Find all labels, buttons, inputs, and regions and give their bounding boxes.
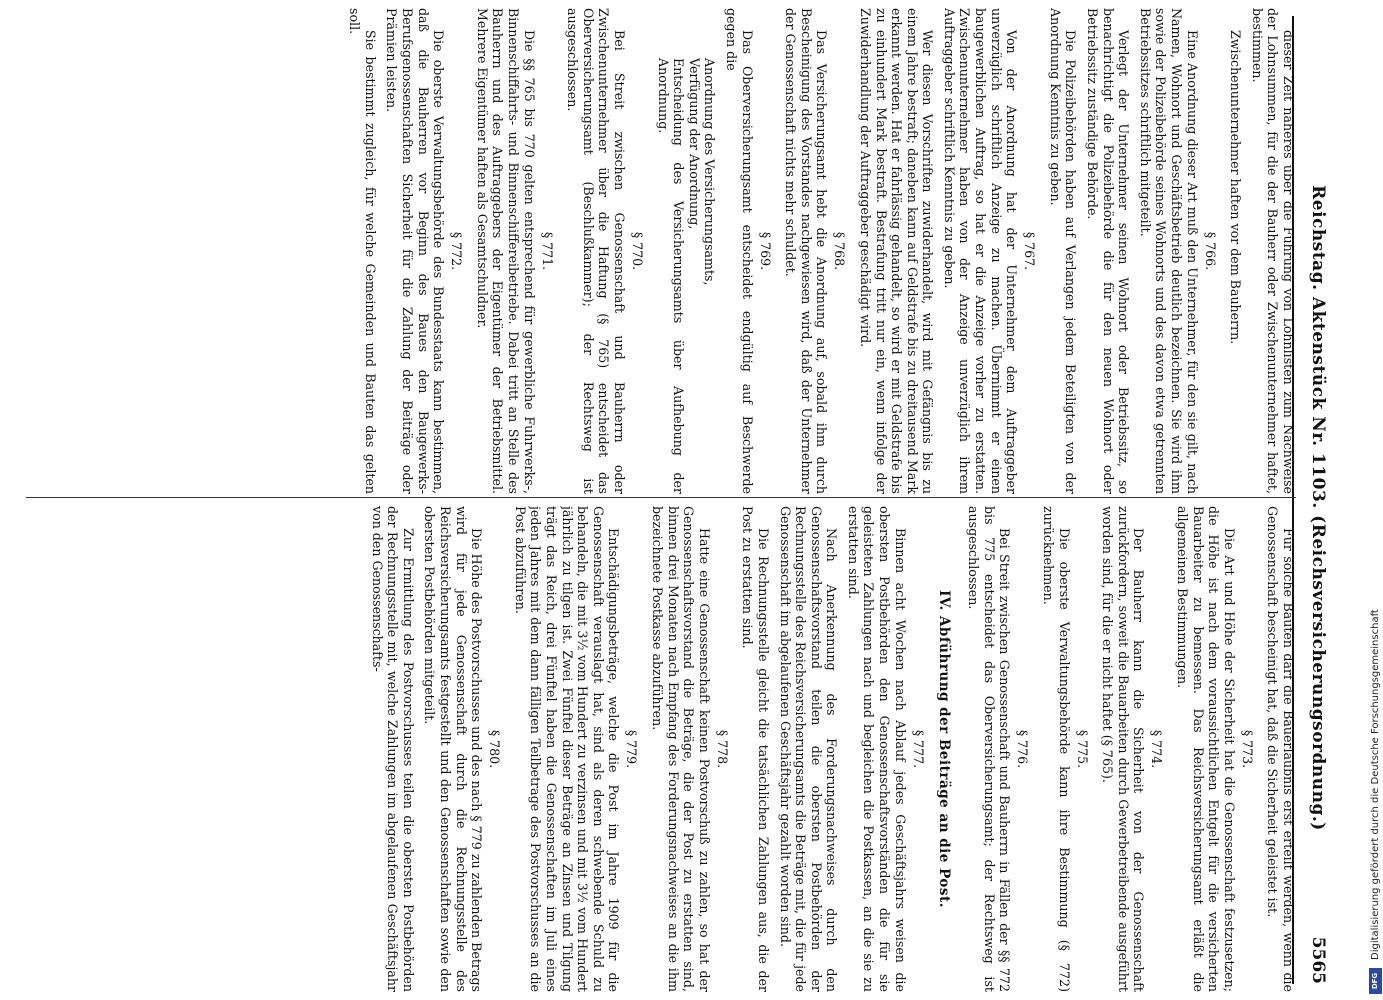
paragraph	[1084, 8, 1131, 494]
paragraph-text: Die Höhe des Postvorschusses und des nach § 779 zu zahlenden Betrags wird für jede Genossenschaft durch die Rechnungsstelle des Reichsversicherungsamts festgestellt und den Genossenschaften sowie den obersten Postbehörden mitgeteilt.	[422, 506, 485, 992]
paragraph	[857, 8, 935, 494]
paragraph-text: Wer diesen Vorschriften zuwiderhandelt, wird mit Gefängnis bis zu einem Jahre bestraft; daneben kann auf Geldstrafe bis zu dreitausend Mark erkannt werden. Hat er fahrlässig gehandelt, so wird er mit Geldstrafe bis zu einhundert Mark bestraft. Bestrafung tritt nur ein, wenn infolge der Zuwiderhandlung der Auftraggeber geschädigt wird.	[857, 8, 936, 494]
chapter-heading: IV. Abführung der Beiträge an die Post.	[935, 590, 952, 908]
paragraph	[777, 506, 839, 992]
paragraph	[565, 8, 627, 494]
paragraph-text: Eine Anordnung dieser Art muß den Unternehmer, für den sie gilt, nach Namen, Wohnort und Geschäftsbetrieb deutlich bezeichnen. Sie wird ihm sowie der Polizeibehörde seines Wohnorts und des davon etwa getrennten Betriebssitzes schriftlich mitgeteilt.	[1137, 8, 1200, 494]
paragraph-text: Die Polizeibehörden haben auf Verlangen jedem Beteiligten von der Anordnung Kenntnis zu geben.	[1047, 8, 1079, 494]
paragraph-text: Bei Streit zwischen Genossenschaft und Bauherrn in Fällen der §§ 772 bis 775 entscheidet das Oberversicherungsamt; der Rechtsweg ist ausgeschlossen.	[966, 506, 1013, 992]
paragraph-text: Sie bestimmt zugleich, für welche Gemeinden und Bauten das gelten soll.	[347, 8, 378, 494]
paragraph-text: Die oberste Verwaltungsbehörde des Bundesstaats kann bestimmen, daß die Bauherren vor Beginn des Baues den Baugewerks-Berufsgenossenschaften Sicherheit für die Zahlung der Beiträge oder Prämien leisten.	[384, 8, 447, 494]
section-number: § 777.	[910, 729, 926, 769]
page-header	[1302, 8, 1328, 992]
section-number: § 767.	[1022, 231, 1038, 271]
paragraph	[740, 506, 771, 992]
sidebar-credit	[1368, 0, 1383, 1000]
paragraph	[512, 506, 621, 992]
paragraph	[783, 8, 830, 494]
paragraph	[422, 506, 484, 992]
paragraph	[1174, 506, 1236, 992]
enumerated-item: Entscheidung des Versicherungsamts über Aufhebung der Anordnung.	[655, 58, 687, 494]
paragraph-text: Die Rechnungsstelle gleicht die tatsächlichen Zahlungen aus, die der Post zu erstatten sind.	[740, 506, 771, 992]
section-number: § 772.	[449, 231, 465, 271]
paragraph	[1100, 506, 1147, 992]
paragraph-text: Bei Streit zwischen Genossenschaft und Bauherrn oder Zwischenunternehmer über die Haftung (§ 765) entscheidet das Oberversicherungsamt (Beschlußkammer); der Rechtsweg ist ausgeschlossen.	[565, 8, 627, 494]
paragraph	[941, 8, 1019, 494]
paragraph-text: Zur Ermittlung des Postvorschusses teilen die obersten Postbehörden der Rechnungsstelle mit, welche Zahlungen im abgelaufenen Geschäftsjahr von den Genossenschafts-	[369, 506, 416, 992]
paragraph-text: Nach Anerkennung des Forderungsnachweises durch den Genossenschaftsvorstand teilen die obersten Postbehörden der Rechnungsstelle des Reichsversicherungsamts die Beträge mit, die für jede Genossenschaft im abgelaufenen Geschäftsjahr gezahlt worden sind.	[777, 506, 840, 992]
paragraph	[474, 8, 536, 494]
section-number: § 769.	[757, 231, 773, 271]
sidebar-credit-text: Digitalisierung gefördert durch die Deutsche Forschungsgemeinschaft	[1370, 609, 1381, 960]
paragraph	[384, 8, 446, 494]
paragraph	[1228, 8, 1244, 494]
paragraph-text: Hatte eine Genossenschaft keinen Postvorschuß zu zahlen, so hat der Genossenschaftsvorstand die Beträge, die der Post zu erstatten sind, binnen drei Monaten nach Empfang des Forderungsnachweises an die ihm bezeichnete Postkasse abzuführen.	[649, 506, 712, 992]
paragraph-text: Die oberste Verwaltungsbehörde kann ihre Bestimmung (§ 772) zurücknehmen.	[1041, 506, 1072, 992]
right-text-column	[26, 506, 1296, 992]
paragraph	[966, 506, 1013, 992]
section-number: § 774.	[1149, 729, 1165, 769]
section-number: § 779.	[624, 729, 640, 769]
paragraph	[1137, 8, 1199, 494]
paragraph	[1040, 506, 1071, 992]
dfg-logo	[1369, 968, 1382, 994]
section-number: § 766.	[1202, 231, 1218, 271]
paragraph-text: Zwischenunternehmer haften vor dem Bauherrn.	[1228, 30, 1244, 345]
enumerated-item: Verfügung der Anordnung,	[686, 58, 702, 230]
paragraph	[723, 8, 754, 494]
paragraph-text: Die §§ 765 bis 770 gelten entsprechend für gewerbliche Fuhrwerks-, Binnenschiffahrts- und Binnenschiffereibetriebe. Dabei tritt an Stelle des Bauherrn und des Auftraggebers der Eigentümer der Betriebsmittel. Mehrere Eigentümer haften als Gesamtschuldner.	[474, 8, 537, 494]
column-divider	[26, 497, 1296, 498]
section-number: § 768.	[832, 231, 848, 271]
enumerated-item: Anordnung des Versicherungsamts,	[702, 58, 718, 286]
dfg-logo-text: DFG	[1371, 972, 1380, 990]
enumerated-items	[655, 58, 717, 494]
paragraph-text: Entschädigungsbeträge, welche die Post im Jahre 1909 für die Genossenschaft verauslagt hat, sind als deren schwebende Schuld zu behandeln, die mit 3½ vom Hundert zu verzinsen und mit 3½ vom Hundert jährlich zu tilgen ist. Zwei Fünftel dieser Beträge an Zinsen und Tilgung trägt das Reich, drei Fünftel haben die Genossenschaften im Juli eines jeden Jahres mit dem dann fälligen Teilbetrage des Postvorschusses an die Post abzuführen.	[512, 506, 622, 992]
paragraph-text: Das Versicherungsamt hebt die Anordnung auf, sobald ihm durch Bescheinigung des Vorstandes nachgewiesen wird, daß der Unternehmer der Genossenschaft nichts mehr schuldet.	[783, 8, 830, 494]
paragraph	[1047, 8, 1078, 494]
paragraph-text: dieser Zeit näheres über die Führung von Lohnlisten zum Nachweise der Lohnsummen, für die der Bauherr oder Zwischenunternehmer haftet, bestimmen.	[1249, 8, 1296, 494]
paragraph	[1249, 8, 1296, 494]
header-title: Reichstag. Aktenstück Nr. 1103. (Reichsversicherungsordnung.)	[1308, 185, 1328, 831]
paragraph-text: Der Bauherr kann die Sicherheit von der Genossenschaft zurückfordern, soweit die Bauarbeiten durch Gewerbetreibende ausgeführt worden sind, für die er nicht haftet (§ 765).	[1100, 506, 1147, 992]
page-number: 5565	[1308, 936, 1328, 984]
paragraph-text: Binnen acht Wochen nach Ablauf jedes Geschäftsjahrs weisen die obersten Postbehörden den Genossenschaftsvorständen die für sie geleisteten Zahlungen nach und begleichen die Postkassen, an die sie zu erstatten sind.	[845, 506, 908, 992]
section-number: § 776.	[1015, 729, 1031, 769]
paragraph	[1265, 506, 1296, 992]
section-number: § 778.	[714, 729, 730, 769]
section-number: § 773.	[1239, 729, 1255, 769]
paragraph-text: Von der Anordnung hat der Unternehmer dem Auftraggeber unverzüglich schriftlich Anzeige zu machen. Übernimmt er einen baugewerblichen Auftrag, so hat er die Anzeige vorher zu erstatten. Zwischenunternehmer haben von der Anzeige unverzüglich ihrem Auftraggeber schriftlich Kenntnis zu geben.	[941, 8, 1020, 494]
section-number: § 775.	[1074, 729, 1090, 769]
paragraph	[649, 506, 711, 992]
section-number: § 770.	[630, 231, 645, 271]
paragraph	[369, 506, 416, 992]
paragraph-text: Verlegt der Unternehmer seinen Wohnort oder Betriebssitz, so benachrichtigt die Polizeibehörde die für den neuen Wohnort oder Betriebssitz zuständige Behörde.	[1085, 8, 1132, 494]
section-number: § 780.	[487, 729, 503, 769]
paragraph-text: Die Art und Höhe der Sicherheit hat die Genossenschaft festzusetzen; die Höhe ist nach dem voraussichtlichen Entgelt für die versicherten Bauarbeiter zu bemessen. Das Reichsversicherungsamt erläßt die allgemeinen Bestimmungen.	[1175, 506, 1237, 992]
left-text-column	[26, 8, 1296, 494]
paragraph	[845, 506, 907, 992]
paragraph-text: Das Oberversicherungsamt entscheidet endgültig auf Beschwerde gegen die	[723, 8, 755, 494]
section-number: § 771.	[539, 231, 555, 271]
paragraph-text: Für solche Bauten darf die Bauerlaubnis erst erteilt werden, wenn die Genossenschaft bescheinigt hat, daß die Sicherheit geleistet ist.	[1265, 506, 1296, 992]
paragraph	[347, 8, 378, 494]
